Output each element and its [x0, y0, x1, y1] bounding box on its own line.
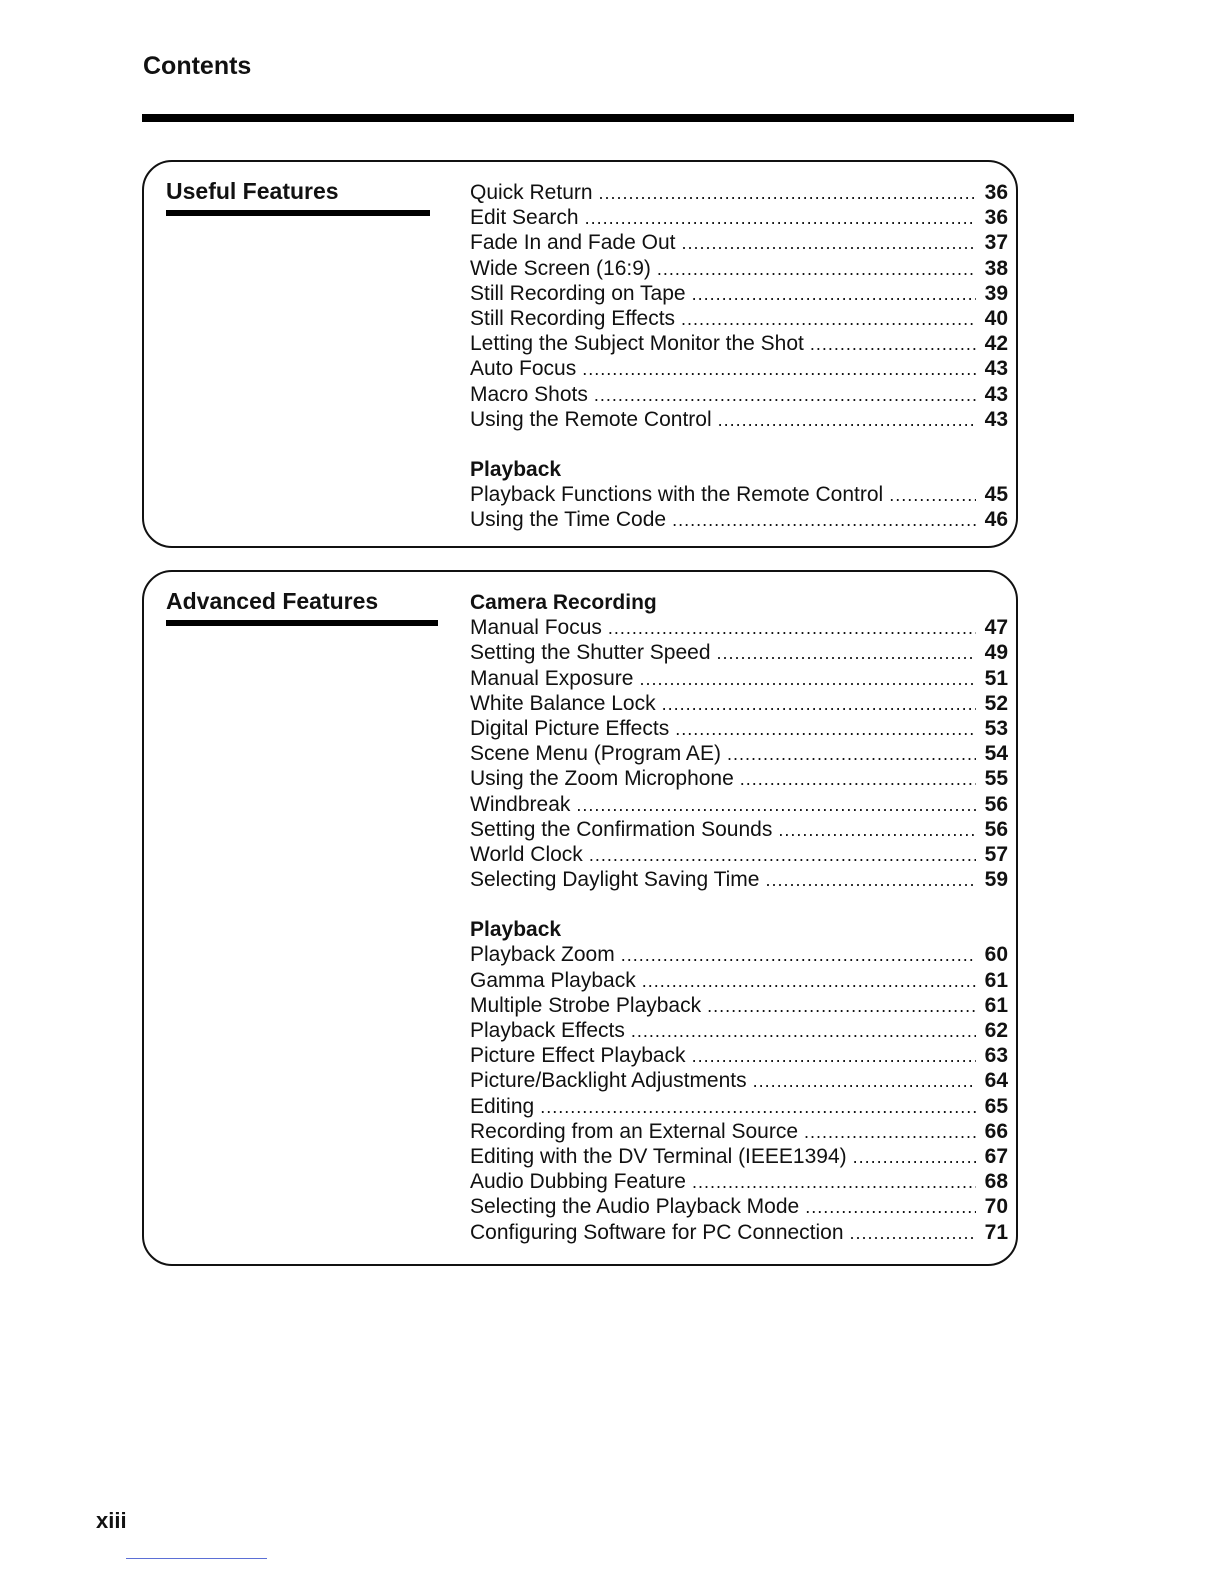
- group-label: Playback: [470, 918, 562, 942]
- toc-entry-page: 43: [984, 357, 1008, 381]
- section-underline: [166, 210, 430, 216]
- section-advanced-features: [142, 570, 1018, 1266]
- toc-entry-title: Manual Exposure: [470, 666, 634, 690]
- toc-entry[interactable]: [470, 867, 1008, 892]
- toc-entry-page: 63: [984, 1044, 1008, 1068]
- dot-leader: [765, 868, 976, 893]
- toc-entry-title: World Clock: [470, 842, 583, 866]
- dot-leader: [672, 508, 976, 533]
- toc-entry[interactable]: [470, 666, 1008, 691]
- dot-leader: [608, 616, 976, 641]
- toc-entry-title: Using the Time Code: [470, 508, 667, 532]
- toc-entry[interactable]: [470, 256, 1008, 281]
- toc-entry[interactable]: [470, 1018, 1008, 1043]
- toc-entry-page: 45: [984, 483, 1008, 507]
- toc-entry[interactable]: [470, 691, 1008, 716]
- toc-entry-title: Editing: [470, 1094, 535, 1118]
- dot-leader: [692, 1170, 976, 1195]
- dot-leader: [889, 483, 976, 508]
- toc-entry-page: 62: [984, 1019, 1008, 1042]
- toc-entry-page: 49: [984, 641, 1008, 665]
- dot-leader: [540, 1095, 976, 1120]
- toc-entry-page: 37: [984, 231, 1008, 255]
- dot-leader: [621, 943, 976, 968]
- group-label: Playback: [470, 457, 562, 481]
- toc-entry-title: Scene Menu (Program AE): [470, 742, 721, 766]
- toc-entry-title: Digital Picture Effects: [470, 716, 670, 740]
- toc-entry-page: 52: [984, 691, 1008, 715]
- dot-leader: [810, 332, 976, 357]
- toc-entry-title: Setting the Shutter Speed: [470, 641, 711, 665]
- toc-entry-page: 66: [984, 1119, 1008, 1143]
- toc-entry-title: Setting the Confirmation Sounds: [470, 817, 773, 841]
- toc-entry-title: White Balance Lock: [470, 691, 656, 715]
- toc-entry-page: 47: [984, 616, 1008, 640]
- dot-leader: [707, 994, 976, 1019]
- dot-leader: [631, 1019, 976, 1044]
- toc-entry-page: 54: [984, 742, 1008, 766]
- toc-entry-title: Gamma Playback: [470, 968, 636, 992]
- toc-entry[interactable]: [470, 205, 1008, 230]
- toc-entry-page: 64: [984, 1069, 1008, 1093]
- toc-entry[interactable]: [470, 407, 1008, 432]
- toc-entry-title: Picture/Backlight Adjustments: [470, 1069, 747, 1093]
- toc-entry-page: 70: [984, 1195, 1008, 1219]
- toc-entry-page: 51: [984, 666, 1008, 690]
- toc-entry[interactable]: [470, 482, 1008, 507]
- group-spacer: [470, 892, 1008, 917]
- toc-entry[interactable]: [470, 817, 1008, 842]
- toc-entry-title: Editing with the DV Terminal (IEEE1394): [470, 1144, 847, 1168]
- dot-leader: [853, 1145, 976, 1170]
- toc-entry[interactable]: [470, 640, 1008, 665]
- toc-entry[interactable]: [470, 1119, 1008, 1144]
- dot-leader: [692, 1044, 976, 1069]
- dot-leader: [642, 969, 976, 994]
- toc-entry[interactable]: [470, 1144, 1008, 1169]
- dot-leader: [582, 357, 976, 382]
- toc-entry-page: 46: [984, 508, 1008, 532]
- toc-entry-page: 36: [984, 181, 1008, 204]
- toc-entry-title: Fade In and Fade Out: [470, 231, 676, 255]
- section-title: Useful Features: [166, 178, 339, 204]
- toc-entry-title: Picture Effect Playback: [470, 1044, 686, 1068]
- toc-entry-page: 36: [984, 206, 1008, 230]
- toc-entry-title: Windbreak: [470, 792, 571, 816]
- toc-entries: [470, 180, 1008, 532]
- dot-leader: [805, 1195, 976, 1220]
- heading-rule: [142, 114, 1074, 122]
- section-title: Advanced Features: [166, 588, 379, 614]
- toc-entry-page: 71: [984, 1220, 1008, 1244]
- toc-entry[interactable]: [470, 1220, 1008, 1245]
- toc-entry-page: 61: [984, 993, 1008, 1017]
- toc-entry[interactable]: [470, 180, 1008, 205]
- toc-entry-page: 43: [984, 407, 1008, 431]
- dot-leader: [675, 717, 976, 742]
- toc-entry[interactable]: [470, 741, 1008, 766]
- dot-leader: [692, 282, 976, 307]
- toc-entry[interactable]: [470, 507, 1008, 532]
- toc-entry-title: Selecting the Audio Playback Mode: [470, 1195, 800, 1219]
- toc-entry-page: 56: [984, 817, 1008, 841]
- dot-leader: [717, 641, 976, 666]
- toc-entry-page: 67: [984, 1144, 1008, 1168]
- toc-entry-title: Macro Shots: [470, 382, 588, 406]
- toc-entry-page: 38: [984, 256, 1008, 280]
- toc-entry[interactable]: [470, 993, 1008, 1018]
- toc-entry-page: 60: [984, 943, 1008, 967]
- dot-leader: [804, 1120, 976, 1145]
- toc-entry-page: 56: [984, 792, 1008, 816]
- toc-entry-page: 59: [984, 868, 1008, 892]
- toc-entry-title: Selecting Daylight Saving Time: [470, 868, 760, 892]
- toc-entry[interactable]: [470, 766, 1008, 791]
- toc-entry-page: 65: [984, 1094, 1008, 1118]
- toc-entry-page: 68: [984, 1170, 1008, 1194]
- toc-entry[interactable]: [470, 615, 1008, 640]
- toc-entry[interactable]: [470, 792, 1008, 817]
- toc-entry[interactable]: [470, 331, 1008, 356]
- toc-entry-title: Audio Dubbing Feature: [470, 1170, 686, 1194]
- dot-leader: [639, 667, 976, 692]
- toc-entry-title: Still Recording Effects: [470, 306, 676, 330]
- toc-entry[interactable]: [470, 1169, 1008, 1194]
- toc-entry-title: Quick Return: [470, 181, 593, 204]
- toc-entry-title: Using the Remote Control: [470, 407, 712, 431]
- toc-entry-page: 39: [984, 281, 1008, 305]
- page-number: xiii: [96, 1508, 127, 1533]
- toc-entry[interactable]: [470, 842, 1008, 867]
- toc-entry-page: 53: [984, 716, 1008, 740]
- toc-entry-page: 42: [984, 332, 1008, 356]
- bottom-rule: [126, 1558, 267, 1559]
- dot-leader: [594, 383, 976, 408]
- dot-leader: [576, 793, 976, 818]
- toc-entry-title: Multiple Strobe Playback: [470, 993, 702, 1017]
- toc-entry-title: Edit Search: [470, 206, 579, 230]
- toc-entry[interactable]: [470, 356, 1008, 381]
- toc-entry-title: Auto Focus: [470, 357, 577, 381]
- toc-entry-title: Using the Zoom Microphone: [470, 767, 734, 791]
- toc-entry-page: 55: [984, 767, 1008, 791]
- dot-leader: [599, 181, 976, 206]
- dot-leader: [657, 257, 976, 282]
- toc-entry-title: Wide Screen (16:9): [470, 256, 651, 280]
- section-underline: [166, 620, 438, 626]
- toc-entry-title: Configuring Software for PC Connection: [470, 1220, 844, 1244]
- dot-leader: [850, 1221, 976, 1246]
- toc-entry-title: Manual Focus: [470, 616, 602, 640]
- toc-entry[interactable]: [470, 382, 1008, 407]
- page-title: Contents: [143, 52, 252, 80]
- section-useful-features: [142, 160, 1018, 548]
- toc-entry[interactable]: [470, 1068, 1008, 1093]
- toc-entry[interactable]: [470, 968, 1008, 993]
- dot-leader: [681, 307, 976, 332]
- toc-entry-page: 43: [984, 382, 1008, 406]
- dot-leader: [589, 843, 976, 868]
- toc-entry-title: Still Recording on Tape: [470, 281, 686, 305]
- toc-entry-title: Recording from an External Source: [470, 1119, 798, 1143]
- toc-entry[interactable]: [470, 1194, 1008, 1219]
- dot-leader: [662, 692, 976, 717]
- dot-leader: [753, 1069, 976, 1094]
- toc-entry[interactable]: [470, 281, 1008, 306]
- toc-entry-title: Playback Effects: [470, 1019, 625, 1042]
- toc-entry[interactable]: [470, 716, 1008, 741]
- toc-entry-page: 40: [984, 306, 1008, 330]
- dot-leader: [681, 231, 976, 256]
- dot-leader: [727, 742, 976, 767]
- toc-entry[interactable]: [470, 942, 1008, 967]
- toc-entry-page: 57: [984, 842, 1008, 866]
- group-spacer: [470, 432, 1008, 457]
- toc-entry[interactable]: [470, 1094, 1008, 1119]
- group-label: Camera Recording: [470, 591, 657, 614]
- toc-entry-page: 61: [984, 968, 1008, 992]
- toc-entry[interactable]: [470, 306, 1008, 331]
- toc-entry[interactable]: [470, 1043, 1008, 1068]
- toc-entry-title: Playback Zoom: [470, 943, 615, 967]
- toc-entry-title: Letting the Subject Monitor the Shot: [470, 332, 804, 356]
- toc-entries: [470, 590, 1008, 1245]
- dot-leader: [585, 206, 976, 231]
- dot-leader: [740, 767, 976, 792]
- toc-entry[interactable]: [470, 230, 1008, 255]
- dot-leader: [718, 408, 976, 433]
- dot-leader: [778, 818, 976, 843]
- toc-entry-title: Playback Functions with the Remote Control: [470, 483, 884, 507]
